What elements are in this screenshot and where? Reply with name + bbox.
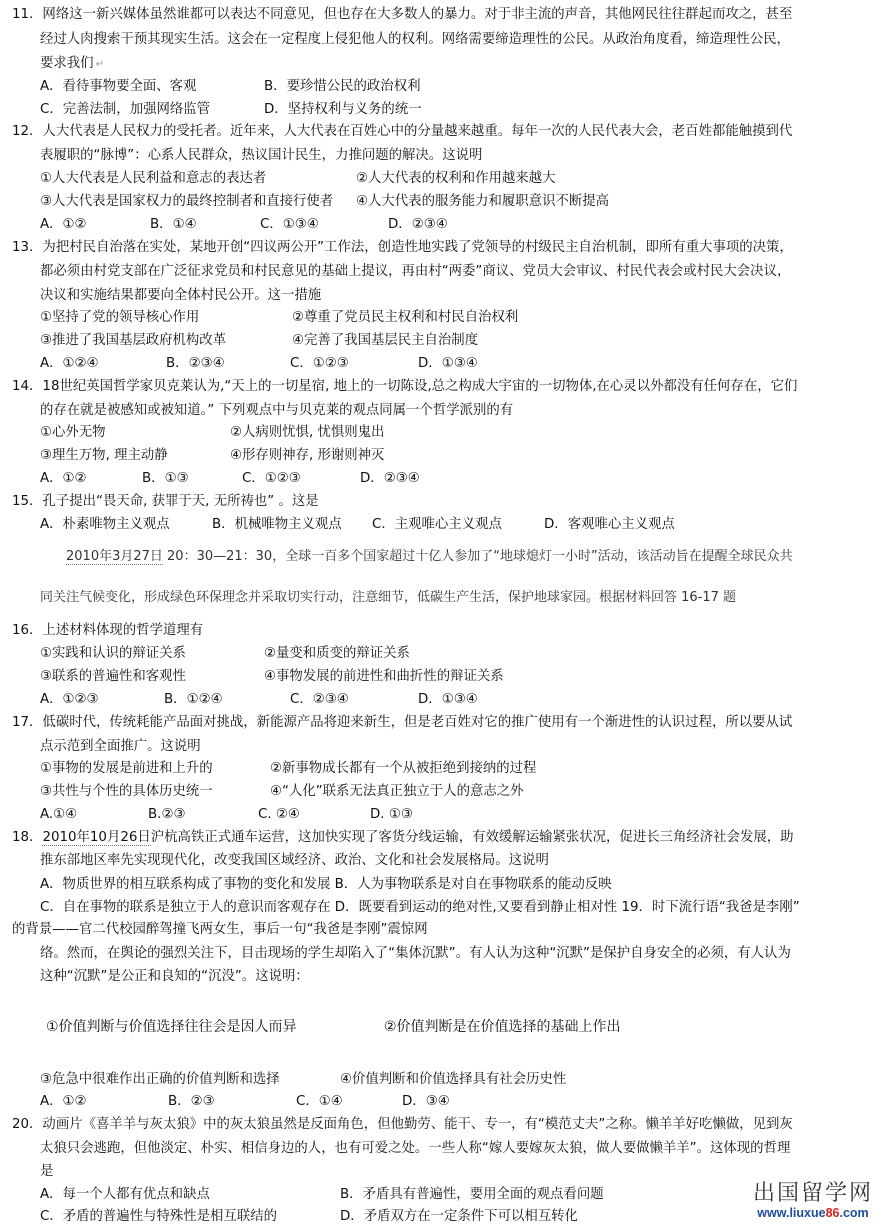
q19-stem-line-3: 这种“沉默”是公正和良知的“沉没”。这说明： xyxy=(40,969,309,984)
q13-option-a: A．①②④ xyxy=(40,356,99,371)
q17-statements-row-1 xyxy=(40,760,536,778)
q13-stem-line-1: 13．为把村民自治落在实处，某地开创“四议两公开”工作法，创造性地实践了党领导的村级民主自治机制，即所有重大事项的决策， xyxy=(12,240,793,255)
q14-option-a: A．①② xyxy=(40,471,87,486)
q16-options xyxy=(40,691,478,709)
q19-stem-line-2: 络。然而，在舆论的强烈关注下，目击现场的学生却陷入了“集体沉默”。有人认为这种“沉默”是保护自身安全的必须，有人认为 xyxy=(40,946,791,961)
watermark-url xyxy=(753,1206,873,1220)
q15-options xyxy=(40,516,675,534)
q19-option-c: C．①④ xyxy=(296,1094,343,1109)
q12-option-b: B．①④ xyxy=(150,217,197,232)
q16-statements-row-2 xyxy=(40,668,504,686)
q19-stem-line-1: 的背景——官二代校园醉驾撞飞两女生，事后一句“我爸是李刚”震惊网 xyxy=(12,922,428,937)
q11-stem-line-3 xyxy=(40,55,104,74)
q18-options-cd: C．自在事物的联系是独立于人的意识而客观存在 D．既要看到运动的绝对性,又要看到静止相对性 19．时下流行语“我爸是李刚” xyxy=(40,900,800,915)
q14-statements-row-2 xyxy=(40,447,384,465)
q17-option-b: B.②③ xyxy=(148,807,186,822)
q16-statements-row-1 xyxy=(40,645,410,663)
q14-statement-4: ④形存则神存, 形谢则神灭 xyxy=(230,448,385,463)
q11-stem-text: 要求我们 xyxy=(40,56,94,71)
q13-statement-4: ④完善了我国基层民主自治制度 xyxy=(292,333,479,348)
q17-statement-4: ④“人化”联系无法真正独立于人的意志之外 xyxy=(270,784,524,799)
q18-text: 沪杭高铁正式通车运营，这加快实现了客货分线运输，有效缓解运输紧张状况，促进长三角经济社会发展，助 xyxy=(150,830,794,845)
q15-option-b: B．机械唯物主义观点 xyxy=(212,517,342,532)
q19-statement-3: ③危急中很难作出正确的价值判断和选择 xyxy=(40,1072,280,1087)
q17-options xyxy=(40,806,413,824)
q13-option-b: B．②③④ xyxy=(166,356,225,371)
q20-option-c: C．矛盾的普遍性与特殊性是相互联结的 xyxy=(40,1209,277,1224)
q11-options-row-1 xyxy=(40,78,420,96)
q19-statement-2: ②价值判断是在价值选择的基础上作出 xyxy=(384,1019,621,1035)
q13-stem-line-2: 都必须由村党支部在广泛征求党员和村民意见的基础上提议，再由村“两委”商议、党员大会审议、村民代表会或村民大会决议， xyxy=(40,264,791,279)
q14-option-c: C．①②③ xyxy=(242,471,301,486)
q12-option-d: D．②③④ xyxy=(388,217,448,232)
q20-option-d: D．矛盾双方在一定条件下可以相互转化 xyxy=(340,1209,578,1224)
q14-statements-row-1 xyxy=(40,424,384,442)
q19-option-b: B．②③ xyxy=(168,1094,215,1109)
q20-options-row-2 xyxy=(40,1208,578,1226)
q14-statement-1: ①心外无物 xyxy=(40,425,106,440)
q16-option-d: D．①③④ xyxy=(418,692,478,707)
material-line-1 xyxy=(66,548,793,566)
q15-option-d: D．客观唯心主义观点 xyxy=(544,517,675,532)
watermark-url-number: 86 xyxy=(825,1206,840,1220)
q11-option-a: A．看待事物要全面、客观 xyxy=(40,79,197,94)
q12-statements-row-2 xyxy=(40,193,609,211)
q13-stem-line-3: 决议和实施结果都要向全体村民公开。这一措施 xyxy=(40,288,322,303)
q18-number: 18． xyxy=(12,830,43,845)
q13-statement-1: ①坚持了党的领导核心作用 xyxy=(40,310,200,325)
q16-option-b: B．①②④ xyxy=(164,692,223,707)
q18-stem-line-2: 推东部地区率先实现现代化，改变我国区域经济、政治、文化和社会发展格局。这说明 xyxy=(40,853,549,868)
q12-options xyxy=(40,216,448,234)
q12-option-a: A．①② xyxy=(40,217,87,232)
q16-statement-3: ③联系的普遍性和客观性 xyxy=(40,669,186,684)
q13-option-c: C．①②③ xyxy=(290,356,349,371)
q14-option-d: D．②③④ xyxy=(360,471,420,486)
q13-option-d: D．①③④ xyxy=(418,356,478,371)
q16-option-c: C．②③④ xyxy=(290,692,349,707)
q17-stem-line-1: 17．低碳时代，传统耗能产品面对挑战，新能源产品将迎来新生，但是老百姓对它的推广使用有一个渐进性的认识过程，所以要从试 xyxy=(12,715,793,730)
q11-option-d: D．坚持权利与义务的统一 xyxy=(264,102,422,117)
q11-option-c: C．完善法制，加强网络监管 xyxy=(40,102,211,117)
q12-statement-2: ②人大代表的权利和作用越来越大 xyxy=(356,171,556,186)
q18-stem-line-1 xyxy=(12,829,794,847)
q19-statements-row-1 xyxy=(46,1018,621,1036)
material-date: 2010年3月27日 xyxy=(66,549,163,564)
site-watermark xyxy=(753,1182,873,1220)
q12-stem-line-1: 12．人大代表是人民权力的受托者。近年来，人大代表在百姓心中的分量越来越重。每年一次的人民代表大会，老百姓都能触摸到代 xyxy=(12,124,793,139)
q17-statements-row-2 xyxy=(40,783,524,801)
return-mark-icon: ↵ xyxy=(95,59,104,70)
q11-options-row-2 xyxy=(40,101,422,119)
q17-statement-3: ③共性与个性的具体历史统一 xyxy=(40,784,213,799)
q16-statement-4: ④事物发展的前进性和曲折性的辩证关系 xyxy=(264,669,504,684)
q14-stem-line-1: 14．18世纪英国哲学家贝克莱认为,“天上的一切星宿, 地上的一切陈设,总之构成大宇宙的一切物体,在心灵以外都没有任何存在，它们 xyxy=(12,379,798,394)
q13-statements-row-1 xyxy=(40,309,518,327)
q14-option-b: B．①③ xyxy=(142,471,189,486)
q16-statement-1: ①实践和认识的辩证关系 xyxy=(40,646,186,661)
q15-option-a: A．朴素唯物主义观点 xyxy=(40,517,170,532)
q11-stem-line-2: 经过人肉搜索干预其现实生活。这会在一定程度上侵犯他人的权利。网络需要缔造理性的公民。从政治角度看，缔造理性公民， xyxy=(40,32,790,47)
q17-option-a: A.①④ xyxy=(40,807,78,822)
q20-option-a: A．每一个人都有优点和缺点 xyxy=(40,1187,210,1202)
q15-stem: 15．孔子提出“畏天命, 获罪于天, 无所祷也” 。这是 xyxy=(12,494,319,509)
q17-statement-2: ②新事物成长都有一个从被拒绝到接纳的过程 xyxy=(270,761,537,776)
q12-statement-3: ③人大代表是国家权力的最终控制者和直接行使者 xyxy=(40,194,334,209)
q20-stem-line-1: 20．动画片《喜羊羊与灰太狼》中的灰太狼虽然是反面角色，但他勤劳、能干、专一，有“模范丈夫”之称。懒羊羊好吃懒做，见到灰 xyxy=(12,1117,793,1132)
q14-statement-3: ③理生万物, 理主动静 xyxy=(40,448,168,463)
q19-option-d: D．③④ xyxy=(402,1094,450,1109)
q15-option-c: C．主观唯心主义观点 xyxy=(372,517,502,532)
material-text: 20：30—21：30，全球一百多个国家超过十亿人参加了“地球熄灯一小时”活动，该活动旨在提醒全球民众共 xyxy=(162,549,793,564)
watermark-url-suffix: .com xyxy=(839,1206,869,1220)
q12-stem-line-2: 表履职的“脉博”：心系人民群众，热议国计民生，力推问题的解决。这说明 xyxy=(40,148,483,163)
q20-option-b: B．矛盾具有普遍性，要用全面的观点看问题 xyxy=(340,1187,604,1202)
q13-statement-2: ②尊重了党员民主权利和村民自治权利 xyxy=(292,310,519,325)
q19-statement-1: ①价值判断与价值选择往往会是因人而异 xyxy=(46,1019,297,1035)
watermark-site-name: 出国留学网 xyxy=(752,1181,873,1206)
q14-stem-line-2: 的存在就是被感知或被知道。” 下列观点中与贝克莱的观点同属一个哲学派别的有 xyxy=(40,403,514,418)
q12-statement-4: ④人大代表的服务能力和履职意识不断提高 xyxy=(356,194,610,209)
q19-statements-row-2 xyxy=(40,1071,566,1089)
q16-stem: 16．上述材料体现的哲学道理有 xyxy=(12,623,204,638)
q16-option-a: A．①②③ xyxy=(40,692,99,707)
q18-date: 2010年10月26日 xyxy=(42,830,151,845)
material-line-2: 同关注气候变化，形成绿色环保理念并采取切实行动，注意细节，低碳生产生活，保护地球家园。根据材料回答 16-17 题 xyxy=(40,590,737,605)
q13-statement-3: ③推进了我国基层政府机构改革 xyxy=(40,333,227,348)
q14-statement-2: ②人病则忧惧, 忧惧则鬼出 xyxy=(230,425,385,440)
q12-option-c: C．①③④ xyxy=(260,217,319,232)
q14-options xyxy=(40,470,420,488)
q17-option-c: C. ②④ xyxy=(258,807,300,822)
watermark-url-prefix: www.liuxue xyxy=(757,1206,826,1220)
q16-statement-2: ②量变和质变的辩证关系 xyxy=(264,646,410,661)
q18-options-ab: A．物质世界的相互联系构成了事物的变化和发展 B．人为事物联系是对自在事物联系的能动反映 xyxy=(40,877,612,892)
q13-options xyxy=(40,355,478,373)
q13-statements-row-2 xyxy=(40,332,478,350)
q11-stem-line-1: 11．网络这一新兴媒体虽然谁都可以表达不同意见，但也存在大多数人的暴力。对于非主流的声音，其他网民往往群起而攻之，甚至 xyxy=(12,7,793,22)
q19-option-a: A．①② xyxy=(40,1094,87,1109)
q20-options-row-1 xyxy=(40,1186,604,1204)
q12-statements-row-1 xyxy=(40,170,555,188)
q17-stem-line-2: 点示范到全面推广。这说明 xyxy=(40,739,201,754)
q12-statement-1: ①人大代表是人民利益和意志的表达者 xyxy=(40,171,267,186)
q19-options xyxy=(40,1093,450,1111)
q20-stem-line-2: 太狼只会逃跑，但他淡定、朴实、相信身边的人，也有可爱之处。一些人称“嫁人要嫁灰太狼，做人要做懒羊羊”。这体现的哲理 xyxy=(40,1141,791,1156)
q17-option-d: D. ①③ xyxy=(370,807,413,822)
q19-statement-4: ④价值判断和价值选择具有社会历史性 xyxy=(340,1072,567,1087)
q11-option-b: B．要珍惜公民的政治权利 xyxy=(264,79,421,94)
q17-statement-1: ①事物的发展是前进和上升的 xyxy=(40,761,213,776)
q20-stem-line-3: 是 xyxy=(40,1164,54,1179)
